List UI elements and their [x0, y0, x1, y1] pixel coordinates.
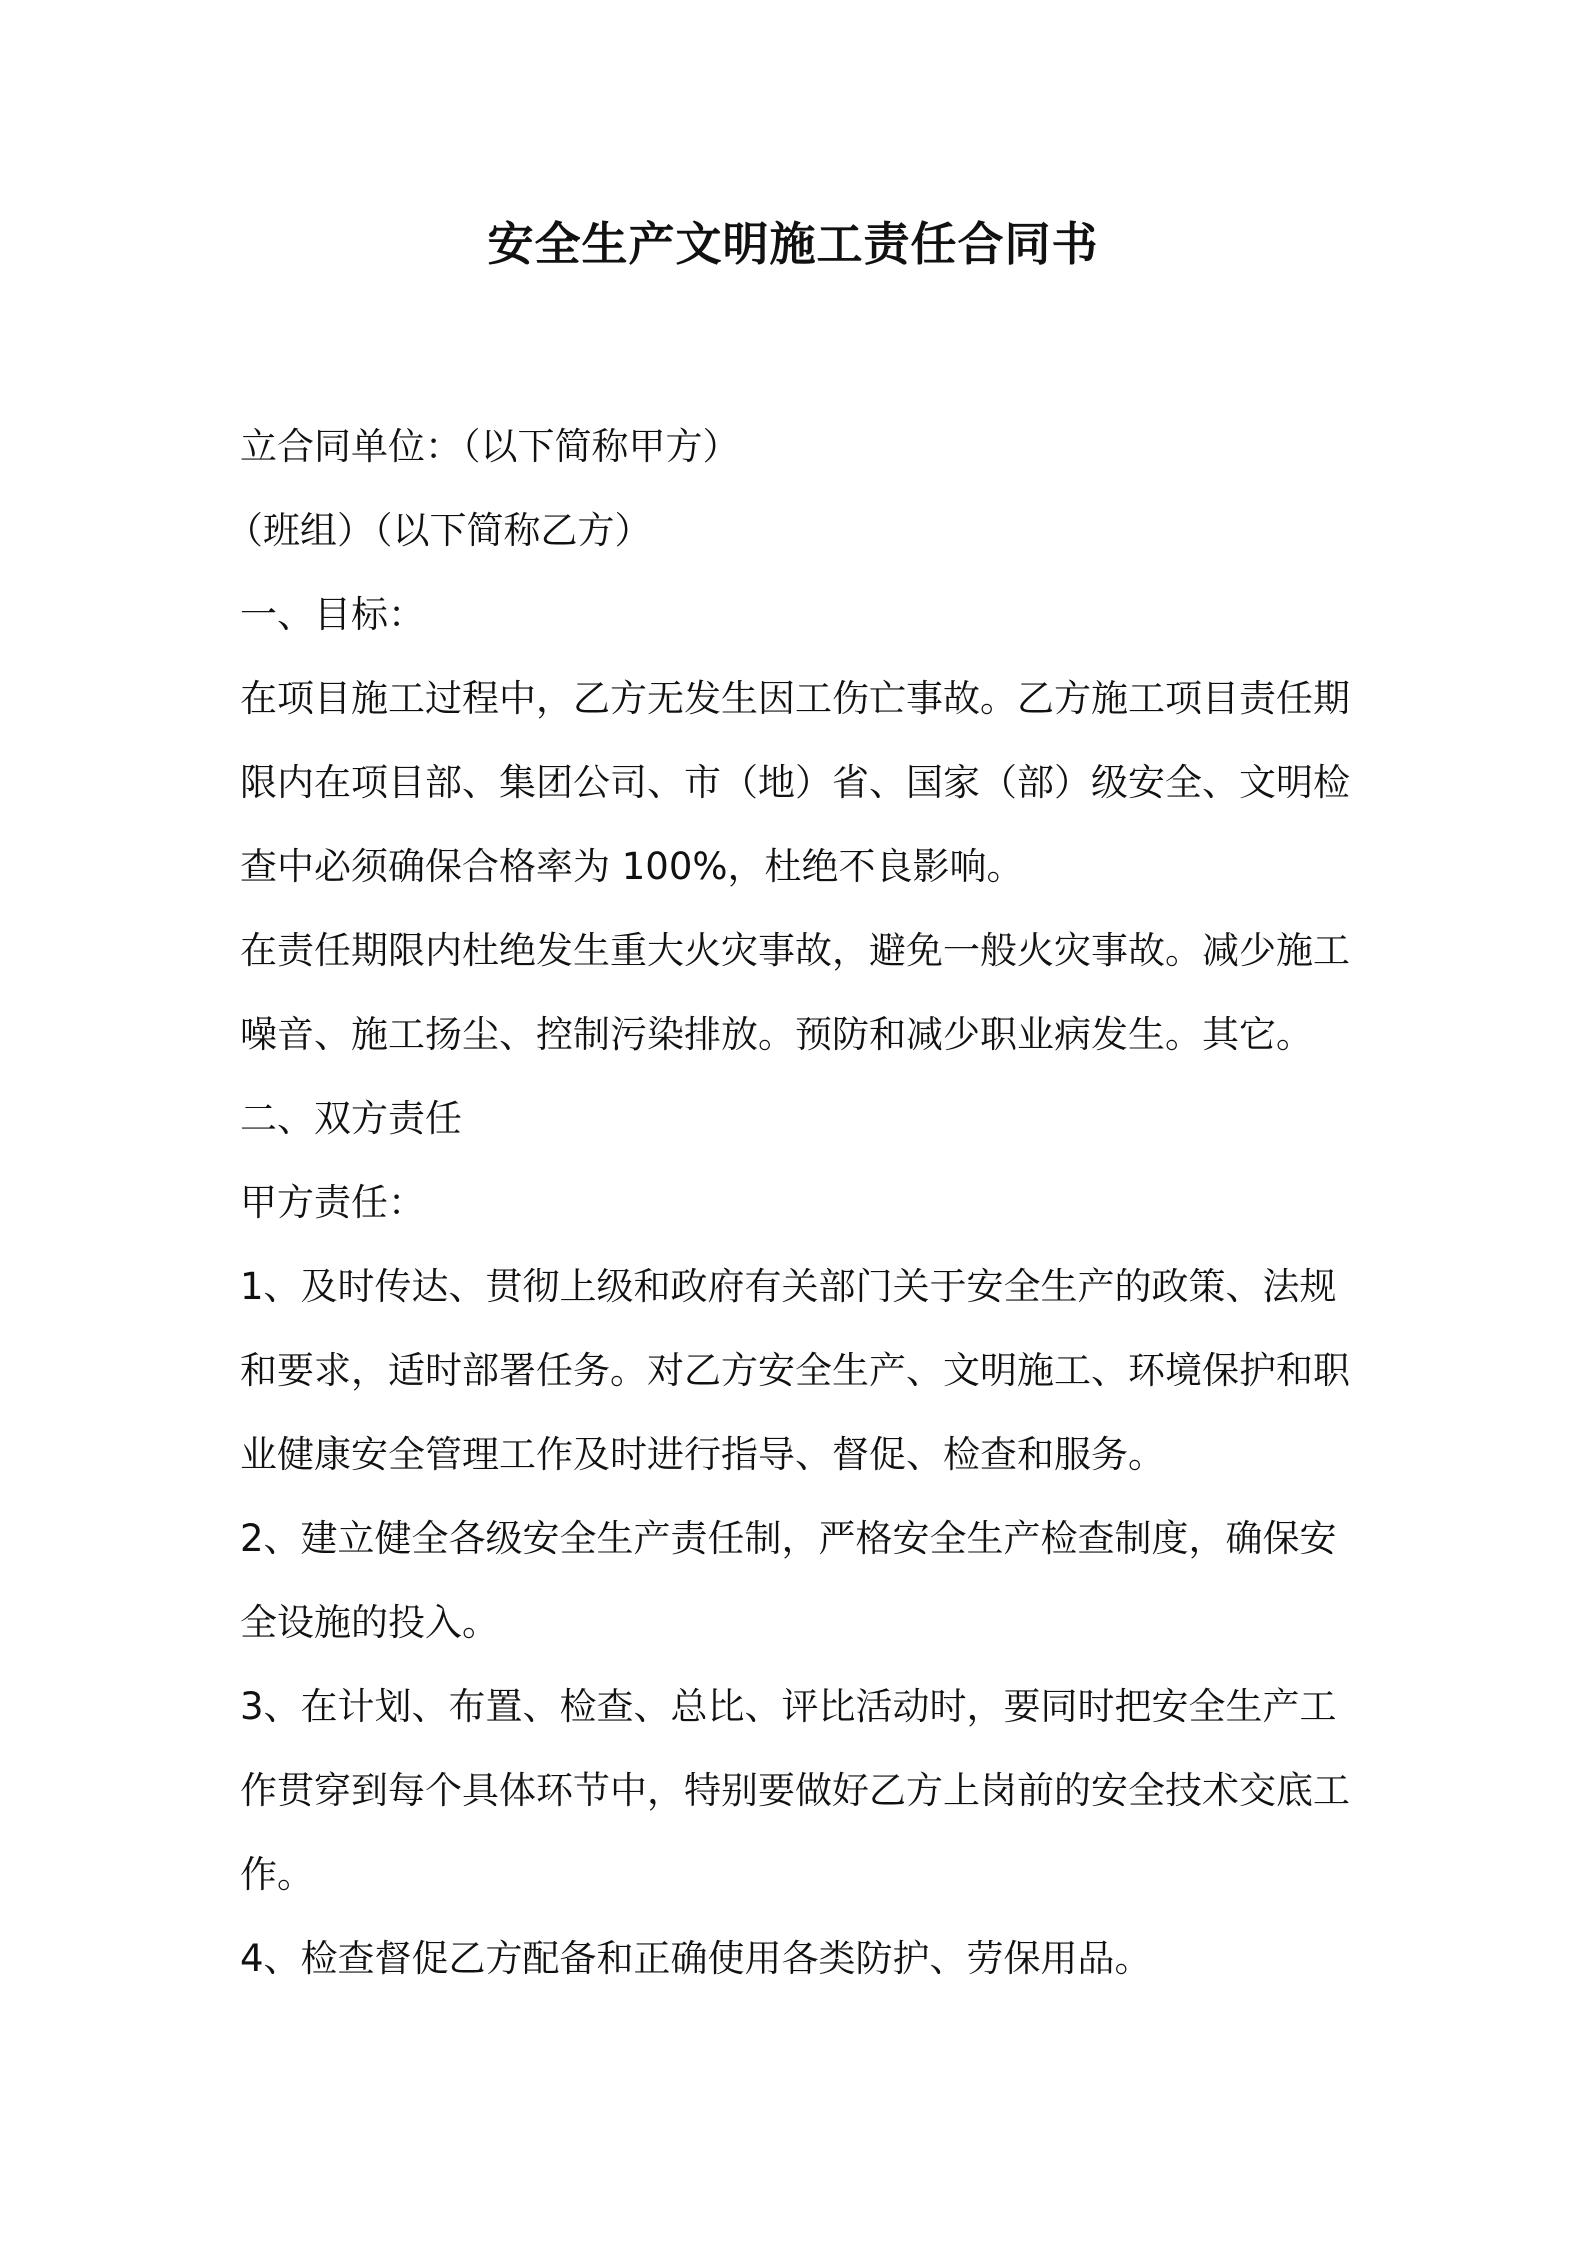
section-heading-goals: 一、目标：	[240, 593, 425, 636]
list-item-line: 4、检查督促乙方配备和正确使用各类防护、劳保用品。	[240, 1937, 1152, 1980]
document-title: 安全生产文明施工责任合同书	[487, 217, 1099, 271]
list-item-line: 业健康安全管理工作及时进行指导、督促、检查和服务。	[240, 1433, 1165, 1476]
list-item-line: 作贯穿到每个具体环节中，特别要做好乙方上岗前的安全技术交底工	[240, 1769, 1350, 1812]
list-item-line: 1、及时传达、贯彻上级和政府有关部门关于安全生产的政策、法规	[240, 1265, 1337, 1308]
paragraph-line: 在项目施工过程中，乙方无发生因工伤亡事故。乙方施工项目责任期	[240, 677, 1350, 720]
contract-party-b-line: （班组）（以下简称乙方）	[226, 509, 652, 552]
paragraph-line: 噪音、施工扬尘、控制污染排放。预防和减少职业病发生。其它。	[240, 1013, 1313, 1056]
subsection-heading-party-a: 甲方责任：	[240, 1181, 425, 1224]
section-heading-responsibilities: 二、双方责任	[240, 1097, 462, 1140]
list-item-line: 3、在计划、布置、检查、总比、评比活动时，要同时把安全生产工	[240, 1685, 1337, 1728]
list-item-line: 作。	[240, 1853, 314, 1896]
contract-party-a-line: 立合同单位：（以下简称甲方）	[240, 425, 740, 468]
document-body	[226, 405, 1358, 2001]
paragraph-line: 在责任期限内杜绝发生重大火灾事故，避免一般火灾事故。减少施工	[240, 929, 1350, 972]
paragraph-line: 查中必须确保合格率为 100%，杜绝不良影响。	[240, 845, 1024, 888]
list-item-line: 和要求，适时部署任务。对乙方安全生产、文明施工、环境保护和职	[240, 1349, 1350, 1392]
paragraph-line: 限内在项目部、集团公司、市（地）省、国家（部）级安全、文明检	[240, 761, 1350, 804]
list-item-line: 全设施的投入。	[240, 1601, 499, 1644]
list-item-line: 2、建立健全各级安全生产责任制，严格安全生产检查制度，确保安	[240, 1517, 1337, 1560]
